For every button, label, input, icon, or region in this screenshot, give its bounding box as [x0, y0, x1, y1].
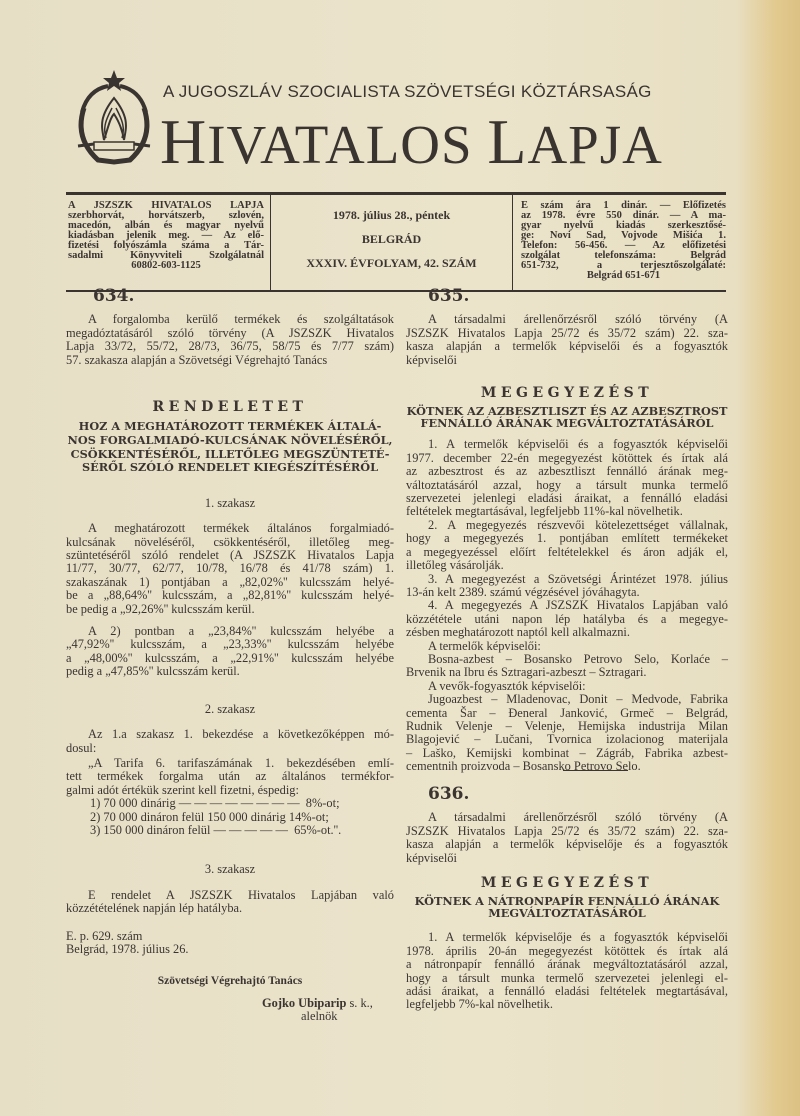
text-line: adási áraikat, a fennálló eladási feltételek megtartásával,	[406, 984, 728, 999]
text-line: MEGVÁLTOZTATÁSÁRÓL	[488, 905, 646, 920]
tariff-list	[90, 797, 394, 837]
text-line: a nátronpapír fennálló árának megváltoztatásáról azzal,	[406, 957, 728, 972]
article-635	[406, 286, 728, 774]
signer-name: Gojko Ubiparip	[262, 995, 347, 1010]
producers-list	[406, 653, 728, 680]
text-line: 13-án kelt 2389. számú végzésével jóváhagyta.	[406, 584, 640, 599]
text-line: Bosna-azbest – Bosansko Petrovo Selo, Korlaće –	[428, 651, 728, 666]
publication-title: HIVATALOS LAPJA	[160, 106, 663, 177]
article-number: 635.	[428, 286, 470, 306]
reference-date: Belgrád, 1978. július 26.	[66, 941, 189, 956]
text-line: szakaszának 1) pontjában a „82,02%'' kulcsszám helyé-	[66, 574, 394, 589]
text-line: Brvenik na Ibru és Sztragari-azbeszt – Sztragari.	[406, 665, 647, 680]
text-line: a „48,00%'' kulcsszám, a „22,91%'' kulcsszám helyébe	[66, 650, 394, 665]
article-636	[406, 784, 728, 1012]
text-line: illetőleg vásárolják.	[406, 558, 504, 573]
text-line: galmi adót értékük szerint kell fizetni, éspedig:	[66, 782, 299, 797]
signer-sk: s. k.,	[346, 995, 373, 1010]
text-line: cementnih proizvoda – Bosansko Petrovo Selo.	[406, 759, 641, 774]
text-line: JSZSZK Hivatalos Lapja 25/72 és 35/72 szám) 22. sza-	[406, 823, 728, 838]
text-line: A társadalmi árellenőrzésről szóló törvény (A	[428, 810, 728, 825]
info-line: fizetési folyószámla száma a Tár-	[68, 240, 264, 251]
info-line: E szám ára 1 dinár. — Előfizetés	[521, 200, 726, 211]
signer-title: alelnök	[301, 1009, 338, 1024]
text-line: JSZSZK Hivatalos Lapja 25/72 és 35/72 szám) 22. sza-	[406, 325, 728, 340]
intro-paragraph	[66, 313, 394, 367]
paragraph	[406, 438, 728, 518]
text-line: be a „88,64%'' kulcsszám, a „82,81%'' kulcsszám helyé-	[66, 588, 394, 603]
text-line: 4. A megegyezés A JSZSZK Hivatalos Lapjában való	[428, 598, 728, 613]
text-line: legfeljebb 7%-kal növelhetik.	[406, 997, 553, 1012]
text-line: szervezetei jelenlegi eladási áraikat, a fennálló eladási	[406, 491, 728, 506]
text-line: 2) 70 000 dináron felül 150 000 dinárig 14%-ot;	[90, 809, 329, 824]
reference-number: E. p. 629. szám	[66, 928, 143, 943]
agreement-heading: MEGEGYEZÉST	[480, 385, 654, 402]
buyers-label: A vevők-fogyasztók képviselői:	[428, 678, 586, 693]
text-line: Jugoazbest – Mladenovac, Donit – Medvode, Fabrika	[428, 692, 728, 707]
text-line: 2. A megegyezés részvevői kötelezettséget vállalnak,	[428, 517, 728, 532]
info-line: szolgálat telefonszáma: Belgrád	[521, 250, 726, 261]
info-line: az 1978. évre 550 dinár. — A ma-	[521, 210, 726, 221]
text-line: KÖTNEK AZ AZBESZTLISZT ÉS AZ AZBESZTROST	[406, 404, 728, 419]
paragraph	[406, 519, 728, 573]
text-line: pedig a „47,85%'' kulcsszám kerül.	[66, 664, 240, 679]
text-line: hogy a megegyezés 1. pontjában említett termékeket	[406, 531, 728, 546]
info-line: Telefon: 56-456. — Az előfizetési	[521, 240, 726, 251]
section-title: 3. szakasz	[204, 862, 256, 877]
masthead-info-box	[66, 192, 726, 292]
info-line: ge: Novi Sad, Vojvode Mišića 1.	[521, 230, 726, 241]
info-line: gyar nyelvű kiadás szerkesztősé-	[521, 220, 726, 231]
intro-paragraph	[406, 811, 728, 865]
text-line: szüntetéséről szóló rendelet (A JSZSZK Hivatalos Lapja	[66, 548, 394, 563]
text-line: 3) 150 000 dináron felül — — — — — 65%-ot.''.	[90, 822, 342, 837]
text-line: 57. szakasza alapján a Szövetségi Végrehajtó Tanács	[66, 352, 328, 367]
issue-city: BELGRÁD	[361, 232, 422, 246]
text-line: 1) 70 000 dinárig — — — — — — — — 8%-ot;	[90, 796, 340, 811]
text-line: 11/77, 30/77, 62/77, 10/78, 16/78 és 41/78 szám) 1.	[66, 561, 394, 576]
text-line: A forgalomba kerülő termékek és szolgáltatások	[88, 312, 394, 327]
info-line: Belgrád 651-671	[586, 270, 661, 281]
text-line: CSÖKKENTÉSÉRŐL, ILLETŐLEG MEGSZÜNTETÉ-	[70, 446, 390, 461]
text-line: NOS FORGALMIADÓ-KULCSÁNAK NÖVELÉSÉRŐL,	[67, 433, 393, 448]
text-line: képviselői	[406, 352, 457, 367]
agreement-heading: MEGEGYEZÉST	[480, 875, 654, 892]
intro-paragraph	[406, 313, 728, 367]
text-line: Az 1.a szakasz 1. bekezdése a következőképpen mó-	[88, 727, 394, 742]
text-line: 1977. december 22-én megegyezést kötöttek és írtak alá	[406, 450, 728, 465]
article-634	[66, 286, 394, 1024]
decree-heading: RENDELETET	[152, 399, 308, 416]
text-line: Blagojević – Lučani, Tvornica izolacionog materijala	[406, 732, 728, 747]
text-line: közzététele utáni napon lép hatályba és a megegye-	[406, 611, 728, 626]
text-line: – Laško, Kemijski kombinat – Zágráb, Fabrika azbest-	[406, 745, 728, 760]
section-title: 2. szakasz	[204, 701, 256, 716]
text-line: FENNÁLLÓ ÁRÁNAK MEGVÁLTOZTATÁSÁRÓL	[420, 415, 714, 430]
paragraph	[406, 931, 728, 1011]
buyers-list	[406, 693, 728, 773]
text-line: A meghatározott termékek általános forgalmiadó-	[88, 521, 394, 536]
issue-info	[271, 195, 513, 290]
article-separator	[563, 770, 628, 771]
text-line: HOZ A MEGHATÁROZOTT TERMÉKEK ÁLTALÁ-	[78, 419, 382, 434]
price-info	[513, 195, 726, 290]
text-line: SÉRŐL SZÓLÓ RENDELET KIEGÉSZÍTÉSÉRŐL	[81, 460, 379, 475]
text-line: 3. A megegyezést a Szövetségi Árintézet 1978. július	[428, 571, 728, 586]
paragraph	[66, 522, 394, 616]
text-line: „47,92%'' kulcsszám, a „23,33%'' kulcsszám helyébe	[66, 637, 394, 652]
text-line: cementa Šar – Đeneral Janković, Grmeč – Belgrád,	[406, 705, 728, 720]
agreement-subheading	[406, 896, 728, 919]
text-line: megadóztatásáról szóló törvény (A JSZSZK Hivatalos	[66, 325, 394, 340]
agreement-subheading	[406, 406, 728, 429]
info-line: szerbhorvát, horvátszerb, szlovén,	[68, 210, 264, 221]
info-line: sadalmi Könyvviteli Szolgálatnál	[68, 250, 264, 261]
paragraph	[406, 573, 728, 600]
producers-label: A termelők képviselői:	[428, 638, 541, 653]
text-line: KÖTNEK A NÁTRONPAPÍR FENNÁLLÓ ÁRÁNAK	[414, 894, 720, 909]
info-line: 651-732, a terjesztőszolgálaté:	[521, 260, 726, 271]
text-line: közzétételének napján lép hatályba.	[66, 901, 243, 916]
text-line: 1. A termelők képviselői és a fogyasztók képviselői	[428, 437, 728, 452]
text-line: A 2) pontban a „23,84%'' kulcsszám helyébe a	[88, 624, 394, 639]
issue-date: 1978. július 28., péntek	[332, 208, 451, 222]
text-line: kasza alapján a termelők képviselői és a fogyasztók	[406, 339, 728, 354]
publication-info	[66, 195, 271, 290]
text-line: 1. A termelők képviselője és a fogyasztók képviselői	[428, 930, 728, 945]
text-line: változtatásáról azzal, hogy a társult munka termelő	[406, 477, 728, 492]
info-line: macedón, albán és magyar nyelvű	[68, 220, 264, 231]
country-line: A JUGOSZLÁV SZOCIALISTA SZÖVETSÉGI KÖZTÁRSASÁG	[163, 82, 652, 101]
text-line: zésben meghatározott naptól kell alkalmazni.	[406, 625, 630, 640]
article-number: 636.	[428, 784, 470, 804]
text-line: be pedig a „92,26%'' kulcsszám kerül.	[66, 601, 255, 616]
signer-body: Szövetségi Végrehajtó Tanács	[157, 975, 303, 988]
text-line: Lapja 33/72, 55/72, 28/73, 36/75, 58/75 és 7/77 szám)	[66, 339, 394, 354]
text-line: dosul:	[66, 740, 97, 755]
section-title: 1. szakasz	[204, 495, 256, 510]
text-line: képviselői	[406, 850, 457, 865]
text-line: tett termékek forgalma után az általános termékfor-	[66, 769, 394, 784]
paragraph	[66, 625, 394, 679]
paragraph	[66, 889, 394, 916]
text-line: 1978. április 20-án megegyezést kötöttek és írtak alá	[406, 943, 728, 958]
paragraph	[66, 728, 394, 755]
text-line: az azbesztrost és az azbesztliszt fennálló árának meg-	[406, 464, 728, 479]
text-line: hogy a társult munka termelő szervezetei jelenlegi el-	[406, 970, 728, 985]
text-line: Rudnik Velenje – Velenje, Hemijska industrija Milan	[406, 718, 728, 733]
paragraph	[66, 757, 394, 797]
article-number: 634.	[93, 286, 135, 306]
text-line: feltételek megtartásával, legfeljebb 11%-kal növelhetik.	[406, 504, 683, 519]
text-line: A társadalmi árellenőrzésről szóló törvény (A	[428, 312, 728, 327]
paragraph	[406, 599, 728, 639]
text-line: a megegyezéssel előírt feltételekkel és áron adják el,	[406, 544, 728, 559]
text-line: kulcsának növeléséről, csökkentéséről, illetőleg meg-	[66, 534, 394, 549]
signer-name-line	[262, 997, 394, 1010]
state-emblem	[68, 68, 160, 168]
issue-number: XXXIV. ÉVFOLYAM, 42. SZÁM	[306, 256, 477, 270]
info-line: kiadásban jelenik meg. — Az elő-	[68, 230, 264, 241]
text-line: kasza alapján a termelők képviselője és a fogyasztók	[406, 837, 728, 852]
decree-subheading	[66, 420, 394, 474]
info-line: A JSZSZK HIVATALOS LAPJA	[68, 200, 264, 211]
text-line: E rendelet A JSZSZK Hivatalos Lapjában való	[88, 887, 394, 902]
account-number: 60802-603-1125	[131, 260, 201, 271]
text-line: „A Tarifa 6. tarifaszámának 1. bekezdésében emlí-	[88, 755, 394, 770]
